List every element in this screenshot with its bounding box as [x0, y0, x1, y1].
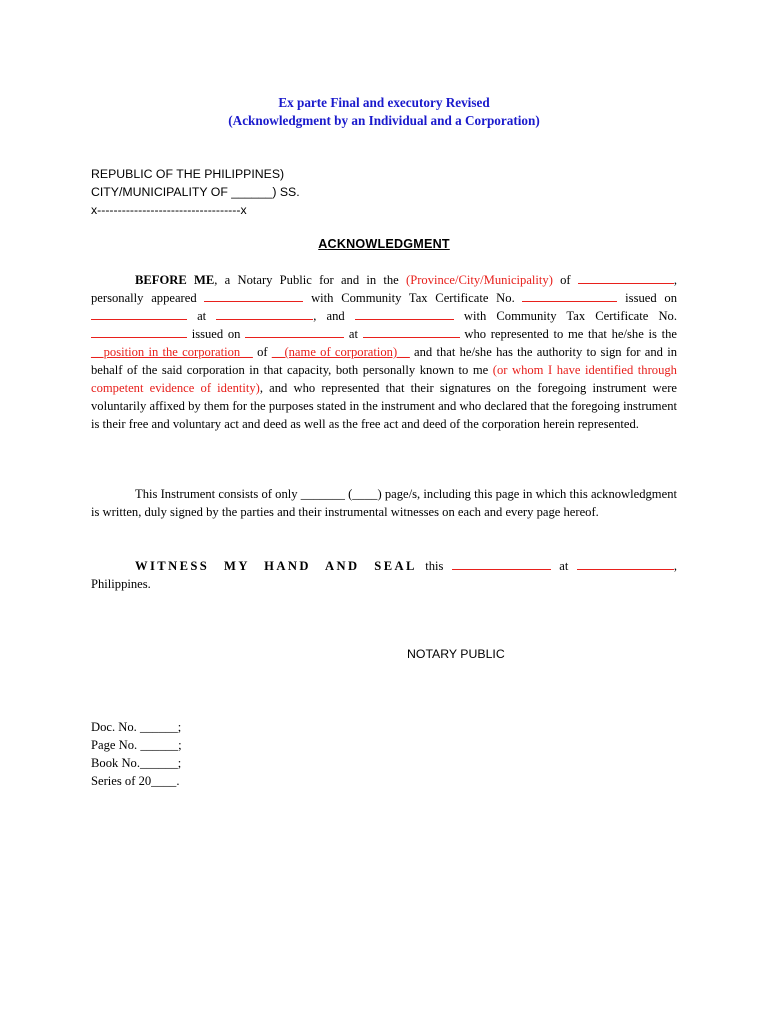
witness-place-blank[interactable] [577, 558, 674, 570]
witness-date-blank[interactable] [452, 558, 551, 570]
issued-on-blank-1[interactable] [91, 308, 187, 320]
notary-public-label: NOTARY PUBLIC [407, 647, 505, 661]
book-no-field[interactable]: Book No.______; [91, 756, 182, 770]
instrument-pages-paragraph: This Instrument consists of only _______ (____) page/s, including this page in which this acknowledgment is written, duly signed by the parties and their instrumental witnesses on each and every page hereof. [91, 487, 677, 519]
page-no-field[interactable]: Page No. ______; [91, 738, 182, 752]
venue-block [91, 165, 300, 219]
witness-paragraph: WITNESS MY HAND AND SEAL this at , Philippines. [91, 559, 677, 591]
witness-text: WITNESS MY HAND AND SEAL [135, 559, 417, 573]
venue-separator: x-----------------------------------x [91, 203, 247, 217]
ctc-no-blank-2[interactable] [91, 326, 187, 338]
issued-on-blank-2[interactable] [245, 326, 344, 338]
issued-at-blank-2[interactable] [363, 326, 460, 338]
venue-republic: REPUBLIC OF THE PHILIPPINES) [91, 167, 285, 181]
doc-no-field[interactable]: Doc. No. ______; [91, 720, 182, 734]
ctc-no-blank-1[interactable] [522, 290, 617, 302]
document-registry-info [91, 718, 182, 790]
venue-city: CITY/MUNICIPALITY OF ______) SS. [91, 185, 300, 199]
issued-at-blank-1[interactable] [216, 308, 313, 320]
acknowledgment-heading: ACKNOWLEDGMENT [318, 237, 450, 251]
province-name-blank[interactable] [578, 272, 674, 284]
series-field[interactable]: Series of 20____. [91, 774, 180, 788]
second-person-blank[interactable] [355, 308, 454, 320]
document-subtitle: (Acknowledgment by an Individual and a Corporation) [228, 113, 540, 128]
document-title: Ex parte Final and executory Revised [278, 95, 490, 110]
acknowledgment-body: BEFORE ME, a Notary Public for and in the (Province/City/Municipality) of , personally appeared with Community Tax Certificate No. issued on at , and with Community Tax Certificate No. issued on at who represented to me that he/she is the __position in the corporation__ of __(name of corporation)__ and that he/she has the authority to sign for and in behalf of the said corporation in that capacity, both personally known to me (or whom I have identified through competent evidence of identity), and who represented that their signatures on the foregoing instrument were voluntarily affixed by them for the purposes stated in the instrument and who declared that the foregoing instrument is their free and voluntary act and deed as well as the free act and deed of the corporation herein represented. [91, 273, 678, 431]
corporation-name-placeholder[interactable]: __(name of corporation)__ [271, 345, 410, 359]
province-placeholder[interactable]: (Province/City/Municipality) [406, 273, 553, 287]
before-me-text: BEFORE ME [135, 273, 215, 287]
person-name-blank[interactable] [204, 290, 303, 302]
position-placeholder[interactable]: __position in the corporation__ [91, 345, 253, 359]
page-count-blank[interactable]: _______ (____) [300, 487, 382, 501]
identity-placeholder[interactable]: (or whom I have identified through competent evidence of identity) [91, 363, 677, 395]
